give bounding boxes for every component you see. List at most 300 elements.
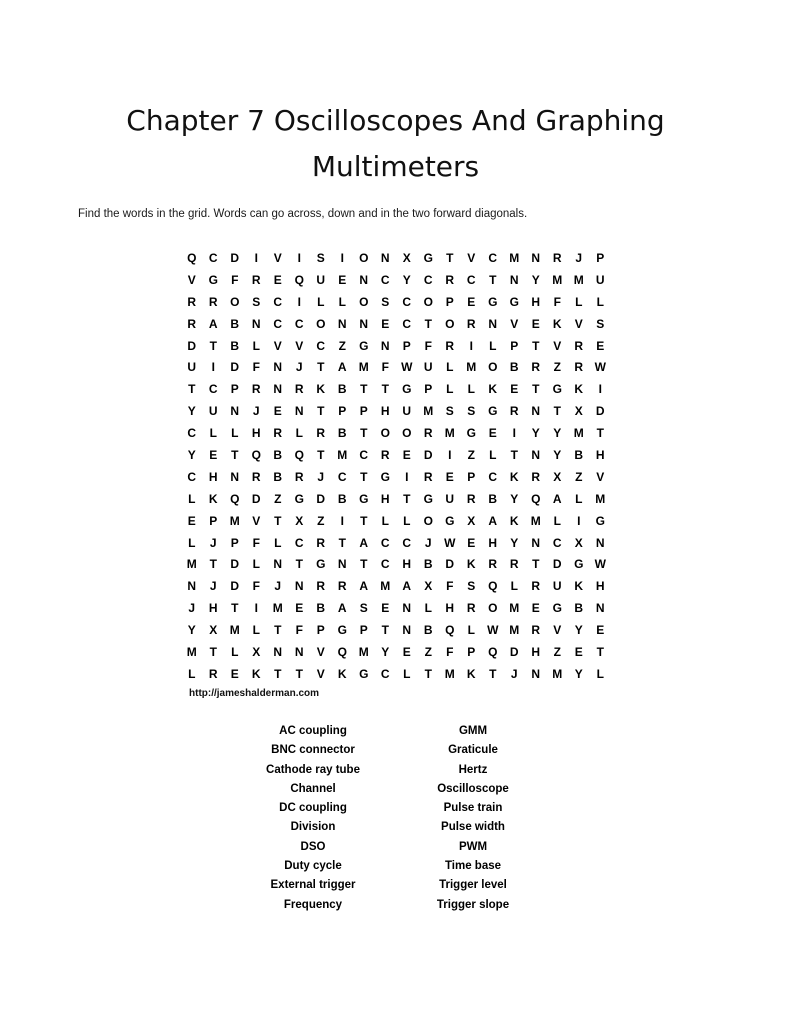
grid-letter-r19c8: Q (337, 644, 347, 659)
grid-letter-r5c4: L (252, 338, 260, 353)
grid-letter-r17c11: N (402, 601, 412, 616)
grid-letter-r18c2: X (209, 623, 218, 638)
grid-letter-r2c3: F (231, 272, 239, 287)
grid-letter-r20c3: E (230, 666, 239, 681)
grid-letter-r2c9: N (359, 272, 369, 287)
grid-letter-r4c2: A (208, 316, 218, 331)
grid-letter-r15c10: C (380, 557, 390, 572)
grid-letter-r11c13: E (445, 469, 454, 484)
grid-letter-r8c4: J (252, 404, 260, 419)
grid-letter-r9c12: R (423, 426, 433, 441)
grid-letter-r4c3: B (230, 316, 240, 331)
grid-letter-r5c9: G (359, 338, 369, 353)
grid-letter-r15c6: T (295, 557, 303, 572)
grid-letter-r19c2: T (209, 644, 217, 659)
grid-letter-r19c20: T (596, 644, 604, 659)
word-list-item: DSO (300, 840, 326, 853)
grid-letter-r16c4: F (252, 579, 260, 594)
grid-letter-r14c1: L (188, 535, 196, 550)
grid-letter-r13c15: A (488, 513, 498, 528)
grid-letter-r19c17: H (531, 644, 541, 659)
grid-letter-r16c6: N (294, 579, 304, 594)
grid-letter-r18c12: B (423, 623, 433, 638)
grid-letter-r19c5: N (273, 644, 283, 659)
grid-letter-r11c3: N (230, 469, 240, 484)
grid-letter-r17c8: A (337, 601, 347, 616)
grid-letter-r4c6: C (294, 316, 304, 331)
grid-letter-r12c10: H (380, 491, 390, 506)
grid-letter-r10c3: T (231, 447, 239, 462)
grid-letter-r14c17: N (531, 535, 541, 550)
grid-letter-r19c7: V (316, 644, 325, 659)
grid-letter-r9c7: R (316, 426, 326, 441)
grid-letter-r1c5: V (273, 250, 282, 265)
grid-letter-r16c14: S (467, 579, 476, 594)
grid-letter-r13c6: X (295, 513, 304, 528)
grid-letter-r18c14: L (467, 623, 475, 638)
grid-letter-r14c5: L (274, 535, 282, 550)
grid-letter-r7c5: N (273, 382, 283, 397)
grid-letter-r16c18: U (552, 579, 562, 594)
grid-letter-r18c9: P (359, 623, 368, 638)
word-list-item: Cathode ray tube (266, 763, 360, 776)
grid-letter-r4c7: O (316, 316, 326, 331)
word-list-item: AC coupling (279, 725, 347, 737)
grid-letter-r16c1: N (187, 579, 197, 594)
grid-letter-r16c8: R (337, 579, 347, 594)
grid-letter-r14c8: T (338, 535, 346, 550)
grid-letter-r4c10: E (381, 316, 390, 331)
grid-letter-r5c14: I (469, 338, 473, 353)
grid-letter-r12c15: B (488, 491, 498, 506)
grid-letter-r9c10: O (380, 426, 390, 441)
grid-letter-r6c6: J (295, 360, 303, 375)
grid-letter-r16c10: M (380, 579, 391, 594)
grid-letter-r7c19: K (574, 382, 584, 397)
grid-letter-r14c19: X (574, 535, 583, 550)
grid-letter-r3c17: H (531, 294, 541, 309)
grid-letter-r20c9: G (359, 666, 369, 681)
grid-letter-r8c11: U (402, 404, 412, 419)
grid-letter-r9c15: E (488, 426, 497, 441)
grid-letter-r2c20: U (595, 272, 605, 287)
grid-letter-r16c5: J (274, 579, 282, 594)
grid-letter-r17c14: R (466, 601, 476, 616)
grid-letter-r9c11: O (402, 426, 412, 441)
grid-letter-r18c5: T (274, 623, 282, 638)
grid-letter-r11c7: J (317, 469, 325, 484)
grid-letter-r12c8: B (337, 491, 347, 506)
grid-letter-r9c13: M (444, 426, 455, 441)
grid-letter-r9c1: C (187, 426, 197, 441)
grid-letter-r4c9: N (359, 316, 369, 331)
grid-letter-r10c2: E (209, 447, 218, 462)
grid-letter-r17c5: M (272, 601, 283, 616)
grid-letter-r2c13: R (445, 272, 455, 287)
grid-letter-r3c16: G (509, 294, 519, 309)
grid-letter-r10c14: Z (467, 447, 475, 462)
grid-letter-r13c10: L (381, 513, 389, 528)
grid-letter-r5c16: P (510, 338, 519, 353)
grid-letter-r1c15: C (488, 250, 498, 265)
grid-letter-r9c5: R (273, 426, 283, 441)
grid-letter-r12c12: G (423, 491, 433, 506)
grid-letter-r15c2: T (209, 557, 217, 572)
grid-letter-r14c13: W (444, 535, 456, 550)
grid-letter-r4c13: O (445, 316, 455, 331)
grid-letter-r14c16: Y (510, 535, 519, 550)
grid-letter-r3c1: R (187, 294, 197, 309)
grid-letter-r11c8: C (337, 469, 347, 484)
word-list-item: BNC connector (271, 744, 355, 757)
grid-letter-r9c18: Y (553, 426, 562, 441)
grid-letter-r1c12: G (423, 250, 433, 265)
grid-letter-r13c19: I (577, 513, 581, 528)
grid-letter-r5c17: T (532, 338, 540, 353)
grid-letter-r20c16: J (510, 666, 518, 681)
grid-letter-r3c12: O (423, 294, 433, 309)
grid-letter-r11c12: R (423, 469, 433, 484)
grid-letter-r18c11: N (402, 623, 412, 638)
grid-letter-r7c9: T (360, 382, 368, 397)
grid-letter-r12c9: G (359, 491, 369, 506)
grid-letter-r18c17: R (531, 623, 541, 638)
grid-letter-r18c15: W (487, 623, 499, 638)
grid-letter-r8c17: N (531, 404, 541, 419)
grid-letter-r17c10: E (381, 601, 390, 616)
grid-letter-r7c16: E (510, 382, 519, 397)
grid-letter-r18c19: Y (574, 623, 583, 638)
grid-letter-r2c19: M (573, 272, 584, 287)
grid-letter-r4c15: N (488, 316, 498, 331)
page-title (0, 98, 791, 190)
grid-letter-r6c15: O (488, 360, 498, 375)
grid-letter-r9c4: H (251, 426, 261, 441)
grid-letter-r8c8: P (338, 404, 347, 419)
grid-letter-r16c11: A (402, 579, 412, 594)
grid-letter-r14c2: J (209, 535, 217, 550)
grid-letter-r18c7: P (316, 623, 325, 638)
grid-letter-r12c3: Q (230, 491, 240, 506)
grid-letter-r7c11: G (402, 382, 412, 397)
grid-letter-r13c3: M (229, 513, 240, 528)
grid-letter-r20c20: L (596, 666, 604, 681)
grid-letter-r6c1: U (187, 360, 197, 375)
grid-letter-r8c10: H (380, 404, 390, 419)
grid-letter-r5c15: L (489, 338, 497, 353)
grid-letter-r20c13: M (444, 666, 455, 681)
grid-letter-r8c12: M (423, 404, 434, 419)
grid-letter-r10c11: E (402, 447, 411, 462)
grid-letter-r15c19: G (574, 557, 584, 572)
grid-letter-r5c11: P (402, 338, 411, 353)
grid-letter-r13c7: Z (317, 513, 325, 528)
grid-letter-r3c8: L (338, 294, 346, 309)
grid-letter-r5c19: R (574, 338, 584, 353)
grid-letter-r16c19: K (574, 579, 584, 594)
grid-letter-r6c3: D (230, 360, 240, 375)
grid-letter-r2c11: Y (402, 272, 411, 287)
grid-letter-r3c7: L (317, 294, 325, 309)
word-list-item: Pulse train (443, 802, 503, 815)
grid-letter-r17c3: T (231, 601, 239, 616)
grid-letter-r15c3: D (230, 557, 240, 572)
word-search-grid (181, 247, 611, 685)
grid-letter-r18c10: T (381, 623, 389, 638)
grid-letter-r3c13: P (445, 294, 454, 309)
grid-letter-r7c17: T (532, 382, 540, 397)
grid-letter-r2c10: C (380, 272, 390, 287)
grid-letter-r9c6: L (295, 426, 303, 441)
word-list-item: DC coupling (279, 802, 347, 815)
grid-letter-r14c11: C (402, 535, 412, 550)
grid-letter-r10c6: Q (294, 447, 304, 462)
grid-letter-r17c15: O (488, 601, 498, 616)
grid-letter-r10c7: T (317, 447, 325, 462)
word-list-item: Graticule (448, 744, 498, 757)
grid-letter-r18c18: V (553, 623, 562, 638)
grid-letter-r4c1: R (187, 316, 197, 331)
grid-letter-r13c17: M (530, 513, 541, 528)
grid-letter-r6c9: M (358, 360, 369, 375)
grid-letter-r18c13: Q (445, 623, 455, 638)
grid-letter-r15c7: G (316, 557, 326, 572)
grid-letter-r17c7: B (316, 601, 326, 616)
grid-letter-r16c7: R (316, 579, 326, 594)
grid-letter-r16c3: D (230, 579, 240, 594)
grid-letter-r14c7: R (316, 535, 326, 550)
word-list-item: Hertz (458, 763, 488, 776)
grid-letter-r16c20: H (595, 579, 605, 594)
grid-letter-r19c1: M (186, 644, 197, 659)
grid-letter-r1c8: I (340, 250, 344, 265)
grid-letter-r11c2: H (208, 469, 218, 484)
grid-letter-r19c14: P (467, 644, 476, 659)
grid-letter-r1c2: C (208, 250, 218, 265)
grid-letter-r9c19: M (573, 426, 584, 441)
grid-letter-r19c16: D (509, 644, 519, 659)
grid-letter-r18c6: F (295, 623, 303, 638)
grid-letter-r17c13: H (445, 601, 455, 616)
grid-letter-r2c1: V (187, 272, 196, 287)
grid-letter-r2c18: M (552, 272, 563, 287)
grid-letter-r20c6: T (295, 666, 303, 681)
word-list-item: Trigger slope (436, 898, 510, 911)
grid-letter-r5c13: R (445, 338, 455, 353)
grid-letter-r17c20: N (595, 601, 605, 616)
grid-letter-r18c4: L (252, 623, 260, 638)
grid-letter-r14c6: C (294, 535, 304, 550)
word-list-item: GMM (458, 725, 488, 737)
grid-letter-r10c20: H (595, 447, 605, 462)
grid-letter-r6c4: F (252, 360, 260, 375)
grid-letter-r10c17: N (531, 447, 541, 462)
grid-letter-r4c8: N (337, 316, 347, 331)
grid-letter-r4c5: C (273, 316, 283, 331)
grid-letter-r15c17: T (532, 557, 540, 572)
grid-letter-r7c3: P (230, 382, 239, 397)
grid-letter-r11c15: C (488, 469, 498, 484)
grid-letter-r1c10: N (380, 250, 390, 265)
grid-letter-r4c16: V (510, 316, 519, 331)
grid-letter-r6c11: W (401, 360, 413, 375)
grid-letter-r17c17: E (531, 601, 540, 616)
grid-letter-r2c8: E (338, 272, 347, 287)
grid-letter-r5c7: C (316, 338, 326, 353)
grid-letter-r5c2: T (209, 338, 217, 353)
grid-letter-r1c14: V (467, 250, 476, 265)
grid-letter-r3c18: F (553, 294, 561, 309)
grid-letter-r2c15: T (489, 272, 497, 287)
grid-letter-r5c20: E (596, 338, 605, 353)
grid-letter-r19c11: E (402, 644, 411, 659)
grid-letter-r12c6: G (294, 491, 304, 506)
word-list-item: Division (290, 821, 336, 834)
grid-letter-r11c16: K (509, 469, 519, 484)
grid-letter-r20c18: M (552, 666, 563, 681)
grid-letter-r19c3: L (231, 644, 239, 659)
grid-letter-r7c13: L (446, 382, 454, 397)
grid-letter-r16c13: F (446, 579, 454, 594)
grid-letter-r13c18: L (553, 513, 561, 528)
grid-letter-r8c14: S (467, 404, 476, 419)
grid-letter-r12c7: D (316, 491, 326, 506)
grid-letter-r20c4: K (251, 666, 261, 681)
grid-letter-r6c19: R (574, 360, 584, 375)
grid-letter-r3c3: O (230, 294, 240, 309)
grid-letter-r19c10: Y (381, 644, 390, 659)
grid-letter-r20c15: T (489, 666, 497, 681)
page-title-line-1: Chapter 7 Oscilloscopes And Graphing (126, 104, 665, 137)
grid-letter-r12c17: Q (531, 491, 541, 506)
grid-letter-r1c13: T (446, 250, 454, 265)
grid-letter-r6c10: F (381, 360, 389, 375)
grid-letter-r20c17: N (531, 666, 541, 681)
grid-letter-r10c10: R (380, 447, 390, 462)
grid-letter-r15c4: L (252, 557, 260, 572)
grid-letter-r7c4: R (251, 382, 261, 397)
grid-letter-r20c7: V (316, 666, 325, 681)
grid-letter-r13c13: G (445, 513, 455, 528)
word-list-right-column (393, 722, 553, 915)
grid-letter-r16c2: J (209, 579, 217, 594)
grid-letter-r19c15: Q (488, 644, 498, 659)
grid-letter-r15c5: N (273, 557, 283, 572)
grid-letter-r5c10: N (380, 338, 390, 353)
grid-letter-r7c2: C (208, 382, 218, 397)
grid-letter-r3c6: I (297, 294, 301, 309)
grid-letter-r4c12: T (424, 316, 432, 331)
grid-letter-r17c12: L (424, 601, 432, 616)
grid-letter-r1c11: X (402, 250, 411, 265)
grid-letter-r2c4: R (251, 272, 261, 287)
grid-letter-r7c1: T (188, 382, 196, 397)
grid-letter-r5c18: V (553, 338, 562, 353)
grid-letter-r1c6: I (297, 250, 301, 265)
grid-letter-r17c18: G (552, 601, 562, 616)
grid-letter-r15c1: M (186, 557, 197, 572)
grid-letter-r18c16: M (509, 623, 520, 638)
grid-letter-r1c19: J (575, 250, 583, 265)
grid-letter-r11c19: Z (575, 469, 583, 484)
grid-letter-r5c8: Z (338, 338, 346, 353)
grid-letter-r14c18: C (552, 535, 562, 550)
grid-letter-r6c14: M (466, 360, 477, 375)
grid-letter-r1c16: M (509, 250, 520, 265)
word-list-item: Channel (290, 782, 336, 795)
grid-letter-r9c2: L (209, 426, 217, 441)
grid-letter-r19c4: X (252, 644, 261, 659)
grid-letter-r18c20: E (596, 623, 605, 638)
grid-letter-r6c18: Z (553, 360, 561, 375)
grid-letter-r1c3: D (230, 250, 240, 265)
grid-letter-r10c5: B (273, 447, 283, 462)
grid-letter-r13c20: G (595, 513, 605, 528)
grid-letter-r3c5: C (273, 294, 283, 309)
grid-letter-r12c5: Z (274, 491, 282, 506)
grid-letter-r1c7: S (316, 250, 325, 265)
grid-letter-r4c19: V (574, 316, 583, 331)
grid-letter-r14c20: N (595, 535, 605, 550)
grid-letter-r3c20: L (596, 294, 604, 309)
grid-letter-r3c14: E (467, 294, 476, 309)
grid-letter-r11c6: R (294, 469, 304, 484)
grid-letter-r7c6: R (294, 382, 304, 397)
grid-letter-r9c14: G (466, 426, 476, 441)
page-title-line-2: Multimeters (311, 150, 480, 183)
grid-letter-r15c11: H (402, 557, 412, 572)
grid-letter-r2c7: U (316, 272, 326, 287)
grid-letter-r6c17: R (531, 360, 541, 375)
grid-letter-r12c11: T (403, 491, 411, 506)
grid-letter-r10c18: Y (553, 447, 562, 462)
grid-letter-r17c4: I (254, 601, 258, 616)
grid-letter-r20c2: R (208, 666, 218, 681)
grid-letter-r16c9: A (359, 579, 369, 594)
grid-letter-r17c19: B (574, 601, 584, 616)
grid-letter-r13c16: K (509, 513, 519, 528)
grid-letter-r16c16: L (510, 579, 518, 594)
grid-letter-r16c15: Q (488, 579, 498, 594)
grid-letter-r7c7: K (316, 382, 326, 397)
grid-letter-r8c13: S (445, 404, 454, 419)
grid-letter-r1c18: R (552, 250, 562, 265)
grid-letter-r15c16: R (509, 557, 519, 572)
grid-letter-r13c11: L (403, 513, 411, 528)
grid-letter-r13c1: E (187, 513, 196, 528)
grid-letter-r19c13: F (446, 644, 454, 659)
grid-letter-r13c5: T (274, 513, 282, 528)
grid-letter-r7c12: P (424, 382, 433, 397)
grid-letter-r2c5: E (273, 272, 282, 287)
grid-letter-r1c4: I (254, 250, 258, 265)
grid-letter-r2c2: G (208, 272, 218, 287)
grid-letter-r11c11: I (405, 469, 409, 484)
grid-letter-r20c5: T (274, 666, 282, 681)
grid-letter-r10c16: T (510, 447, 518, 462)
grid-letter-r17c1: J (188, 601, 196, 616)
grid-letter-r9c9: T (360, 426, 368, 441)
grid-letter-r11c4: R (251, 469, 261, 484)
grid-letter-r20c10: C (380, 666, 390, 681)
grid-letter-r11c18: X (553, 469, 562, 484)
grid-letter-r19c18: Z (553, 644, 561, 659)
grid-letter-r20c8: K (337, 666, 347, 681)
grid-letter-r7c10: T (381, 382, 389, 397)
grid-letter-r8c15: G (488, 404, 498, 419)
grid-letter-r10c9: C (359, 447, 369, 462)
grid-letter-r6c13: L (446, 360, 454, 375)
